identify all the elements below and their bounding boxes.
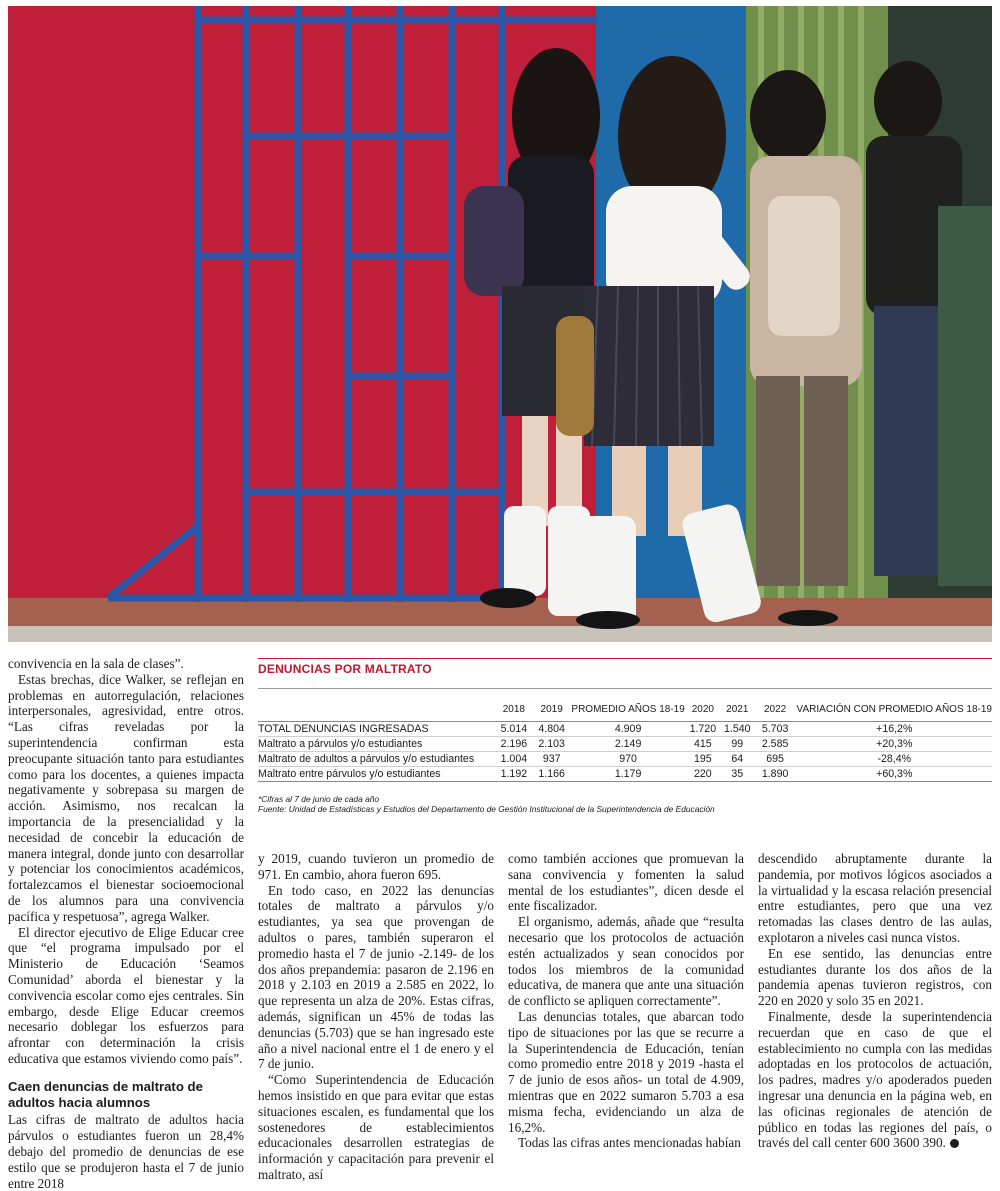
paragraph: Todas las cifras antes mencionadas habían bbox=[518, 1135, 741, 1151]
table-cell: 1.166 bbox=[532, 767, 571, 782]
table-cell: 5.703 bbox=[754, 722, 797, 737]
table-cell: 1.192 bbox=[496, 767, 532, 782]
paragraph bbox=[758, 1009, 992, 1151]
table-cell: 99 bbox=[721, 737, 754, 752]
photo-illustration bbox=[8, 6, 992, 642]
row-label: Maltrato de adultos a párvulos y/o estudiantes bbox=[258, 752, 496, 767]
header-cell: 2022 bbox=[763, 704, 787, 715]
table-cell: 415 bbox=[685, 737, 721, 752]
complaints-table bbox=[258, 689, 992, 782]
table-cell: 1.720 bbox=[685, 722, 721, 737]
header-cell: 2019 bbox=[540, 704, 563, 715]
header-cell: PROMEDIO AÑOS 18-19 bbox=[571, 704, 685, 715]
end-of-article-icon bbox=[950, 1139, 959, 1148]
article-column-4 bbox=[758, 851, 992, 1151]
article-column-2 bbox=[258, 851, 494, 1183]
table-row bbox=[258, 722, 992, 737]
table-cell: 970 bbox=[571, 752, 684, 767]
header-cell: 2018 bbox=[502, 704, 525, 715]
table-cell: 220 bbox=[685, 767, 721, 782]
table-footnote: *Cifras al 7 de junio de cada año bbox=[258, 794, 380, 804]
article-column-3 bbox=[508, 851, 744, 1151]
table-cell: 695 bbox=[754, 752, 797, 767]
row-label: TOTAL DENUNCIAS INGRESADAS bbox=[258, 722, 496, 737]
table-cell: -28,4% bbox=[797, 752, 992, 767]
paragraph: descendido abruptamente durante la pandemia, por motivos lógicos asociados a la virtualidad y la escasa relación presencial entre estudiantes, pero que una vez retomadas las clases dentro de las aulas, explotaron a niveles casi nunca vistos. bbox=[758, 851, 992, 945]
header-cell: 2020 bbox=[691, 704, 714, 715]
table-row bbox=[258, 737, 992, 752]
table-cell: 2.196 bbox=[496, 737, 532, 752]
table-cell: 64 bbox=[721, 752, 754, 767]
table-cell: +20,3% bbox=[797, 737, 992, 752]
paragraph: Estas brechas, dice Walker, se reflejan en problemas en autorregulación, relaciones interpersonales, agresividad, entre otros. “Las cifras reveladas por la superintendencia confirman esta preocupante situación tanto para estudiantes como para los docentes, a quienes impacta negativamente y sobrepasa su margen de acción. Asimismo, nos recalcan la importancia de la presencialidad y la necesidad de concebir la educación de manera integral, donde junto con desarrollar y potenciar los conocimientos académicos, fortalezcamos el bienestar socioemocional de los alumnos para una convivencia pacífica y respetuosa”, agrega Walker. bbox=[8, 671, 244, 924]
table-notes bbox=[258, 794, 992, 814]
table-cell: 1.004 bbox=[496, 752, 532, 767]
table-cell: 1.890 bbox=[754, 767, 797, 782]
table-cell: 4.804 bbox=[532, 722, 571, 737]
article-column-1 bbox=[8, 656, 244, 1191]
paragraph: como también acciones que promuevan la sana convivencia y fomenten la salud mental de los estudiantes”, dicen desde el ente fiscalizador. bbox=[508, 851, 744, 914]
table-title: DENUNCIAS POR MALTRATO bbox=[258, 658, 992, 689]
subheading: Caen denuncias de maltrato de adultos hacia alumnos bbox=[8, 1078, 203, 1110]
table-cell: 5.014 bbox=[496, 722, 532, 737]
table-cell: 937 bbox=[532, 752, 571, 767]
complaints-table-block bbox=[258, 658, 992, 814]
table-source: Fuente: Unidad de Estadísticas y Estudios del Departamento de Gestión Institucional de la Superintendencia de Educación bbox=[258, 804, 715, 814]
row-label: Maltrato a párvulos y/o estudiantes bbox=[258, 737, 496, 752]
table-cell: 2.585 bbox=[754, 737, 797, 752]
header-cell: VARIACIÓN CON PROMEDIO AÑOS 18-19 bbox=[796, 704, 992, 715]
table-cell: 4.909 bbox=[571, 722, 684, 737]
table-row bbox=[258, 752, 992, 767]
news-photo bbox=[8, 6, 992, 642]
paragraph: El director ejecutivo de Elige Educar cree que “el programa impulsado por el Ministerio de Educación ‘Seamos Comunidad’ aborda el bienestar y la convivencia escolar como ejes centrales. Sin embargo, desde Elige Educar creemos necesario doblegar los esfuerzos para afrontar con determinación la crisis educativa que estamos viviendo como país”. bbox=[8, 924, 244, 1066]
row-label: Maltrato entre párvulos y/o estudiantes bbox=[258, 767, 496, 782]
table-cell: 195 bbox=[685, 752, 721, 767]
paragraph: Las denuncias totales, que abarcan todo tipo de situaciones por las que se recurre a la Superintendencia de Educación, tenían como promedio entre 2018 y 2019 -hasta el 7 de junio de esos años- un total de 4.909, mientras que en 2022 sumaron 5.703 a esa misma fecha, evidenciando un alza de 16,2%. bbox=[508, 1008, 744, 1135]
paragraph: En ese sentido, las denuncias entre estudiantes durante los dos años de la pandemia apenas tuvieron registros, con 220 en 2020 y solo 35 en 2021. bbox=[758, 945, 992, 1009]
table-cell: 2.103 bbox=[532, 737, 571, 752]
table-cell: +60,3% bbox=[797, 767, 992, 782]
paragraph: En todo caso, en 2022 las denuncias totales de maltrato a párvulos y/o estudiantes, ya sea que provengan de adultos o pares, también superaron el promedio hasta el 7 de junio -2.149- de los dos años prepandemia: pasaron de 2.196 en 2018 y 2.103 en 2019 a 2.585 en 2022, lo que representa un alza de 20%. Estas cifras, además, significan un 45% de todas las denuncias (5.703) que se han ingresado este año a nivel nacional entre el 1 de enero y el 7 de junio. bbox=[258, 882, 494, 1072]
paragraph: “Como Superintendencia de Educación hemos insistido en que para evitar que estas situaciones escalen, es fundamental que los sostenedores de establecimientos educacionales desarrollen estrategias de información y capacitación para prevenir el maltrato, así bbox=[258, 1072, 494, 1182]
paragraph: convivencia en la sala de clases”. bbox=[8, 656, 184, 671]
table-cell: 1.540 bbox=[721, 722, 754, 737]
paragraph-text: Finalmente, desde la superintendencia recuerdan que en caso de que el establecimiento no cumpla con las medidas adoptadas en los protocolos de actuación, los padres, madres y/o apoderados pueden ingresar una denuncia en la página web, en las oficinas regionales de atención de público en todas las regiones del país, o través del call center 600 3600 390. bbox=[758, 1008, 992, 1151]
table-cell: 1.179 bbox=[571, 767, 684, 782]
paragraph: Las cifras de maltrato de adultos hacia párvulos o estudiantes fueron un 28,4% debajo del promedio de denuncias de ese estilo que se produjeron hasta el 7 de junio entre 2018 bbox=[8, 1112, 244, 1191]
table-cell: 35 bbox=[721, 767, 754, 782]
table-row bbox=[258, 767, 992, 782]
table-cell: 2.149 bbox=[571, 737, 684, 752]
table-header-row bbox=[258, 689, 992, 722]
paragraph: El organismo, además, añade que “resulta necesario que los protocolos de actuación estén actualizados y sean conocidos por todos los miembros de la comunidad educativa, de manera que ante una situación de conflicto se apliquen correctamente”. bbox=[508, 914, 744, 1009]
header-cell: 2021 bbox=[726, 704, 749, 715]
header-cell bbox=[258, 689, 496, 722]
paragraph: y 2019, cuando tuvieron un promedio de 971. En cambio, ahora fueron 695. bbox=[258, 851, 494, 882]
table-cell: +16,2% bbox=[797, 722, 992, 737]
